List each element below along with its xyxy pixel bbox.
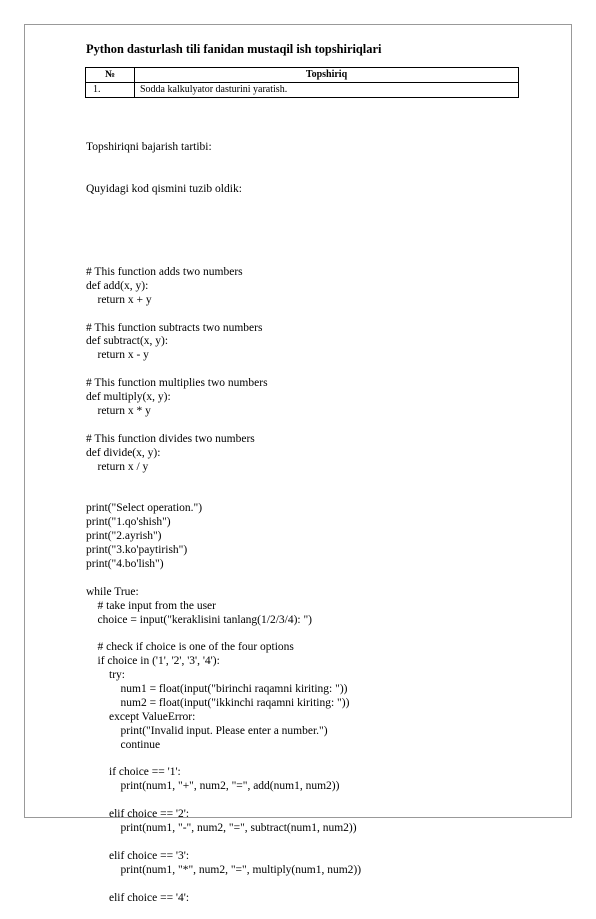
code-line: [86, 627, 361, 641]
code-line: [86, 878, 361, 892]
code-line: num2 = float(input("ikkinchi raqamni kiriting: ")): [86, 696, 350, 709]
intro-line: Topshiriqni bajarish tartibi:: [86, 140, 212, 153]
code-line: return x - y: [86, 349, 149, 362]
code-block: [86, 266, 361, 906]
code-line: print(num1, "-", num2, "=", subtract(num1, num2)): [86, 822, 357, 835]
code-line: choice = input("keraklisini tanlang(1/2/3/4): "): [86, 613, 313, 626]
table-cell-number: 1.: [86, 83, 135, 98]
code-line: [86, 753, 361, 767]
code-line: [86, 794, 361, 808]
code-line: [86, 836, 361, 850]
code-line: [86, 363, 361, 377]
code-line: print(num1, "+", num2, "=", add(num1, num2)): [86, 780, 340, 793]
code-line: elif choice == '2':: [86, 808, 190, 821]
code-line: return x * y: [86, 405, 151, 417]
code-line: if choice == '1':: [86, 766, 181, 779]
code-line: print("1.qo'shish"): [86, 516, 171, 529]
spacer-line: [86, 224, 361, 238]
task-table: [85, 67, 519, 98]
table-header-row: [86, 68, 519, 83]
code-line: [86, 419, 361, 433]
code-line: def multiply(x, y):: [86, 391, 171, 404]
table-row: [86, 83, 519, 98]
code-line: # This function divides two numbers: [86, 432, 255, 445]
code-line: print("Select operation."): [86, 502, 203, 515]
table-cell-task: Sodda kalkulyator dasturini yaratish.: [135, 83, 519, 98]
column-header-number: №: [86, 68, 135, 83]
column-header-task: Topshiriq: [135, 68, 519, 83]
code-line: # check if choice is one of the four options: [86, 641, 294, 654]
document-title: Python dasturlash tili fanidan mustaqil ish topshiriqlari: [86, 42, 382, 56]
code-line: return x / y: [86, 460, 149, 473]
body-text: [86, 113, 361, 919]
code-line: print("Invalid input. Please enter a number."): [86, 724, 328, 737]
code-line: [86, 475, 361, 489]
intro-line: Quyidagi kod qismini tuzib oldik:: [86, 182, 242, 195]
code-line: # This function subtracts two numbers: [86, 321, 263, 334]
code-line: print(num1, "*", num2, "=", multiply(num1, num2)): [86, 863, 362, 876]
code-line: def divide(x, y):: [86, 446, 161, 459]
code-line: try:: [86, 669, 125, 682]
code-line: elif choice == '4':: [86, 891, 190, 904]
code-line: # take input from the user: [86, 599, 216, 612]
code-line: def add(x, y):: [86, 279, 149, 292]
code-line: # This function adds two numbers: [86, 265, 243, 278]
code-line: if choice in ('1', '2', '3', '4'):: [86, 655, 220, 668]
code-line: continue: [86, 738, 161, 751]
code-line: print("4.bo'lish"): [86, 557, 164, 570]
code-line: [86, 488, 361, 502]
code-line: # This function multiplies two numbers: [86, 377, 268, 390]
code-line: elif choice == '3':: [86, 849, 190, 862]
code-line: def subtract(x, y):: [86, 335, 169, 348]
code-line: num1 = float(input("birinchi raqamni kiriting: ")): [86, 683, 348, 696]
code-line: print("3.ko'paytirish"): [86, 544, 188, 557]
code-line: except ValueError:: [86, 710, 196, 723]
code-line: [86, 572, 361, 586]
code-line: print("2.ayrish"): [86, 530, 162, 543]
code-line: return x + y: [86, 293, 152, 306]
code-line: while True:: [86, 585, 139, 598]
code-line: [86, 308, 361, 322]
